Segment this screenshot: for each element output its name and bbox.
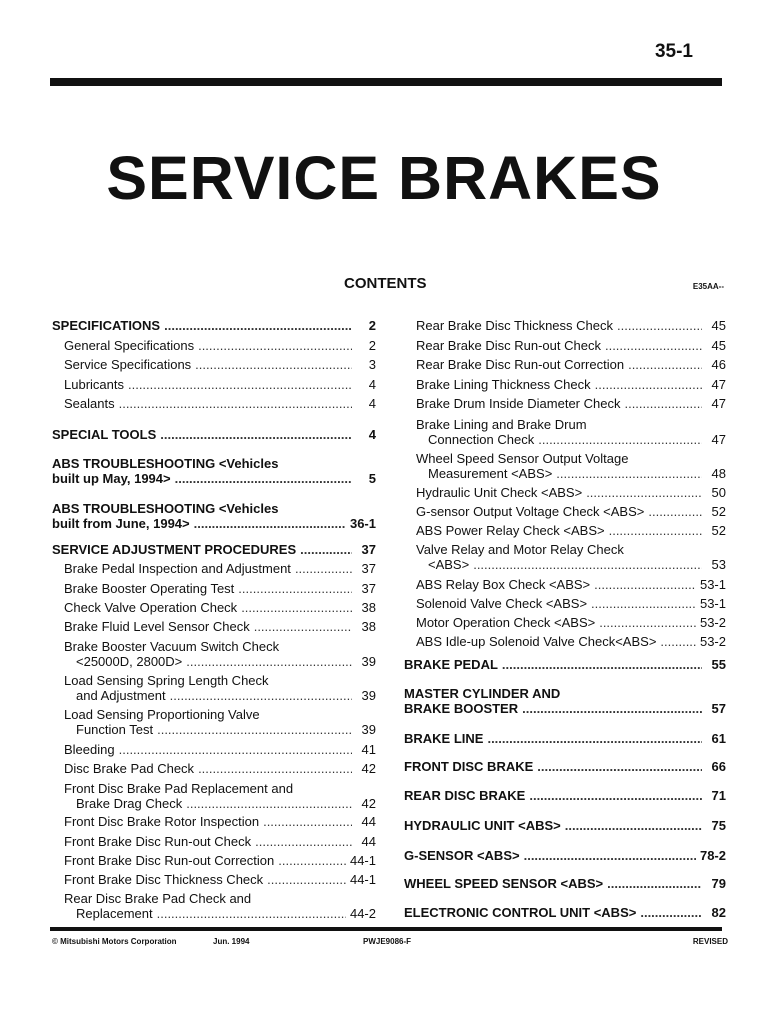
toc-entry-title: Connection Check xyxy=(428,432,535,447)
dot-leader xyxy=(599,615,696,630)
toc-page-number: 42 xyxy=(361,761,376,776)
toc-entry-title: ABS Power Relay Check <ABS> xyxy=(416,523,605,538)
toc-page-number: 61 xyxy=(711,731,726,746)
toc-page-number: 52 xyxy=(711,504,726,519)
toc-entry xyxy=(52,742,376,757)
toc-page-number: 37 xyxy=(361,542,376,557)
toc-entry xyxy=(52,456,376,486)
toc-entry-title: Rear Brake Disc Run-out Check xyxy=(416,338,601,353)
dot-leader xyxy=(487,731,702,746)
toc-entry xyxy=(52,561,376,576)
toc-entry xyxy=(404,759,726,774)
toc-entry-title: Brake Booster Operating Test xyxy=(64,581,235,596)
toc-entry-title: Brake Lining Thickness Check xyxy=(416,377,591,392)
toc-entry xyxy=(52,581,376,596)
dot-leader xyxy=(295,561,352,576)
toc-entry xyxy=(52,318,376,333)
toc-entry xyxy=(52,673,376,703)
toc-entry-title: SERVICE ADJUSTMENT PROCEDURES xyxy=(52,542,297,557)
footer-rule xyxy=(50,927,722,931)
toc-entry xyxy=(52,542,376,557)
toc-entry-title: and Adjustment xyxy=(76,688,166,703)
toc-entry-title-line1: Front Disc Brake Pad Replacement and xyxy=(64,781,294,796)
toc-entry xyxy=(404,338,726,353)
dot-leader xyxy=(591,596,696,611)
toc-entry-title: SPECIFICATIONS xyxy=(52,318,161,333)
dot-leader xyxy=(300,542,352,557)
toc-page-number: 53 xyxy=(711,557,726,572)
toc-page-number: 39 xyxy=(361,722,376,737)
dot-leader xyxy=(164,318,352,333)
toc-page-number: 41 xyxy=(361,742,376,757)
toc-entry xyxy=(52,619,376,634)
dot-leader xyxy=(586,485,702,500)
toc-entry-title: WHEEL SPEED SENSOR <ABS> xyxy=(404,876,604,891)
toc-entry xyxy=(404,417,726,447)
toc-entry xyxy=(404,848,726,863)
toc-entry-title-line1: ABS TROUBLESHOOTING <Vehicles xyxy=(52,456,279,471)
toc-entry-title: built from June, 1994> xyxy=(52,516,190,531)
toc-entry xyxy=(52,377,376,392)
dot-leader xyxy=(186,654,352,669)
toc-entry-title: General Specifications xyxy=(64,338,195,353)
toc-page-number: 47 xyxy=(711,432,726,447)
toc-entry-title-line1: Wheel Speed Sensor Output Voltage xyxy=(416,451,629,466)
toc-page-number: 50 xyxy=(711,485,726,500)
toc-page-number: 38 xyxy=(361,600,376,615)
toc-page-number: 2 xyxy=(368,318,376,333)
toc-entry xyxy=(404,377,726,392)
toc-entry xyxy=(52,853,376,868)
dot-leader xyxy=(537,759,702,774)
toc-page-number: 44 xyxy=(361,834,376,849)
toc-entry-title: Measurement <ABS> xyxy=(428,466,553,481)
toc-page-number: 4 xyxy=(368,396,376,411)
toc-entry-title: Brake Fluid Level Sensor Check xyxy=(64,619,250,634)
toc-page-number: 52 xyxy=(711,523,726,538)
toc-page-number: 39 xyxy=(361,654,376,669)
dot-leader xyxy=(565,818,702,833)
toc-page-number: 44-1 xyxy=(349,853,376,868)
dot-leader xyxy=(522,701,702,716)
toc-entry xyxy=(404,596,726,611)
toc-page-number: 36-1 xyxy=(349,516,376,531)
toc-page-number: 2 xyxy=(368,338,376,353)
toc-entry-title: ELECTRONIC CONTROL UNIT <ABS> xyxy=(404,905,637,920)
toc-page-number: 38 xyxy=(361,619,376,634)
dot-leader xyxy=(198,761,352,776)
toc-entry-title: Disc Brake Pad Check xyxy=(64,761,195,776)
toc-entry xyxy=(404,451,726,481)
toc-entry-title: built up May, 1994> xyxy=(52,471,171,486)
toc-page-number: 71 xyxy=(711,788,726,803)
toc-entry xyxy=(404,657,726,672)
toc-entry-title: Brake Drag Check xyxy=(76,796,183,811)
dot-leader xyxy=(595,377,702,392)
dot-leader xyxy=(157,906,346,921)
toc-entry-title: Brake Pedal Inspection and Adjustment xyxy=(64,561,291,576)
dot-leader xyxy=(119,396,352,411)
toc-page-number: 66 xyxy=(711,759,726,774)
dot-leader xyxy=(263,814,352,829)
toc-entry-title: Service Specifications xyxy=(64,357,192,372)
toc-entry-title: ABS Relay Box Check <ABS> xyxy=(416,577,591,592)
toc-entry xyxy=(404,485,726,500)
dot-leader xyxy=(624,396,702,411)
toc-entry-title-line1: Load Sensing Spring Length Check xyxy=(64,673,269,688)
toc-page-number: 44 xyxy=(361,814,376,829)
footer-status: REVISED xyxy=(692,937,728,946)
section-code: E35AA-- xyxy=(692,282,724,291)
dot-leader xyxy=(160,427,352,442)
toc-entry-title: SPECIAL TOOLS xyxy=(52,427,157,442)
toc-entry-title: Motor Operation Check <ABS> xyxy=(416,615,596,630)
toc-page-number: 53-2 xyxy=(699,615,726,630)
dot-leader xyxy=(267,872,346,887)
toc-page-number: 44-2 xyxy=(349,906,376,921)
dot-leader xyxy=(255,834,352,849)
toc-page-number: 82 xyxy=(711,905,726,920)
toc-page-number: 45 xyxy=(711,338,726,353)
toc-page-number: 78-2 xyxy=(699,848,726,863)
toc-entry-title: Function Test xyxy=(76,722,154,737)
toc-entry-title-line1: ABS TROUBLESHOOTING <Vehicles xyxy=(52,501,279,516)
toc-page-number: 3 xyxy=(368,357,376,372)
toc-page-number: 42 xyxy=(361,796,376,811)
toc-entry-title: <25000D, 2800D> xyxy=(76,654,183,669)
toc-entry-title: Front Brake Disc Thickness Check xyxy=(64,872,264,887)
dot-leader xyxy=(660,634,696,649)
page-title: SERVICE BRAKES xyxy=(106,144,662,212)
toc-page-number: 4 xyxy=(368,427,376,442)
toc-entry-title-line1: MASTER CYLINDER AND xyxy=(404,686,561,701)
dot-leader xyxy=(119,742,352,757)
dot-leader xyxy=(175,471,352,486)
toc-page-number: 37 xyxy=(361,561,376,576)
toc-page-number: 53-2 xyxy=(699,634,726,649)
toc-entry xyxy=(52,338,376,353)
dot-leader xyxy=(538,432,702,447)
dot-leader xyxy=(278,853,346,868)
footer-copyright: © Mitsubishi Motors Corporation xyxy=(52,937,177,946)
toc-entry-title-line1: Rear Disc Brake Pad Check and xyxy=(64,891,252,906)
toc-entry-title: Hydraulic Unit Check <ABS> xyxy=(416,485,583,500)
dot-leader xyxy=(254,619,352,634)
toc-entry-title: Sealants xyxy=(64,396,115,411)
footer-doc-code: PWJE9086-F xyxy=(363,937,412,946)
toc-entry-title-line1: Valve Relay and Motor Relay Check xyxy=(416,542,624,557)
toc-entry-title-line1: Load Sensing Proportioning Valve xyxy=(64,707,260,722)
dot-leader xyxy=(198,338,352,353)
toc-entry-title: Lubricants xyxy=(64,377,124,392)
toc-entry xyxy=(52,891,376,921)
dot-leader xyxy=(594,577,696,592)
toc-page-number: 55 xyxy=(711,657,726,672)
toc-entry-title: Brake Drum Inside Diameter Check xyxy=(416,396,621,411)
toc-entry-title: BRAKE PEDAL xyxy=(404,657,498,672)
dot-leader xyxy=(607,876,702,891)
toc-page-number: 45 xyxy=(711,318,726,333)
toc-entry-title: Rear Brake Disc Thickness Check xyxy=(416,318,613,333)
dot-leader xyxy=(529,788,702,803)
toc-entry xyxy=(52,872,376,887)
footer-date: Jun. 1994 xyxy=(213,937,250,946)
toc-entry-title: FRONT DISC BRAKE xyxy=(404,759,534,774)
dot-leader xyxy=(524,848,696,863)
dot-leader xyxy=(170,688,352,703)
toc-entry-title: Front Brake Disc Run-out Correction xyxy=(64,853,275,868)
header-rule xyxy=(50,78,722,86)
toc-entry xyxy=(404,357,726,372)
toc-entry xyxy=(404,523,726,538)
toc-entry-title-line1: Brake Lining and Brake Drum xyxy=(416,417,587,432)
toc-page-number: 39 xyxy=(361,688,376,703)
toc-entry xyxy=(52,834,376,849)
toc-entry xyxy=(52,761,376,776)
toc-entry xyxy=(404,504,726,519)
toc-entry-title-line1: Brake Booster Vacuum Switch Check xyxy=(64,639,280,654)
dot-leader xyxy=(556,466,702,481)
toc-page-number: 75 xyxy=(711,818,726,833)
toc-entry-title: BRAKE BOOSTER xyxy=(404,701,519,716)
toc-entry-title: G-sensor Output Voltage Check <ABS> xyxy=(416,504,645,519)
toc-entry xyxy=(404,731,726,746)
toc-entry xyxy=(52,357,376,372)
toc-page-number: 4 xyxy=(368,377,376,392)
toc-entry-title: Solenoid Valve Check <ABS> xyxy=(416,596,588,611)
dot-leader xyxy=(128,377,352,392)
toc-entry xyxy=(404,876,726,891)
toc-entry-title: ABS Idle-up Solenoid Valve Check<ABS> xyxy=(416,634,657,649)
toc-entry-title: BRAKE LINE xyxy=(404,731,484,746)
dot-leader xyxy=(238,581,352,596)
dot-leader xyxy=(609,523,702,538)
toc-entry-title: Front Disc Brake Rotor Inspection xyxy=(64,814,260,829)
dot-leader xyxy=(628,357,702,372)
toc-page-number: 47 xyxy=(711,396,726,411)
toc-entry-title: <ABS> xyxy=(428,557,470,572)
toc-entry xyxy=(52,707,376,737)
toc-entry xyxy=(404,634,726,649)
toc-entry xyxy=(52,427,376,442)
toc-entry-title: Check Valve Operation Check xyxy=(64,600,238,615)
toc-entry-title: G-SENSOR <ABS> xyxy=(404,848,520,863)
toc-page-number: 5 xyxy=(368,471,376,486)
toc-page-number: 53-1 xyxy=(699,577,726,592)
toc-entry xyxy=(404,818,726,833)
toc-entry-title: Replacement xyxy=(76,906,153,921)
toc-entry-title: Bleeding xyxy=(64,742,115,757)
toc-entry xyxy=(52,639,376,669)
page-number: 35-1 xyxy=(654,41,693,62)
toc-page-number: 37 xyxy=(361,581,376,596)
dot-leader xyxy=(194,516,346,531)
toc-entry xyxy=(404,396,726,411)
toc-page-number: 48 xyxy=(711,466,726,481)
contents-heading: CONTENTS xyxy=(344,275,427,292)
toc-page-number: 46 xyxy=(711,357,726,372)
dot-leader xyxy=(605,338,702,353)
toc-entry-title: HYDRAULIC UNIT <ABS> xyxy=(404,818,561,833)
toc-entry-title: REAR DISC BRAKE xyxy=(404,788,526,803)
toc-entry xyxy=(52,396,376,411)
toc-entry xyxy=(404,686,726,716)
dot-leader xyxy=(617,318,702,333)
toc-entry xyxy=(404,615,726,630)
toc-page-number: 44-1 xyxy=(349,872,376,887)
toc-entry xyxy=(404,905,726,920)
toc-entry xyxy=(52,600,376,615)
dot-leader xyxy=(648,504,702,519)
toc-entry xyxy=(404,788,726,803)
dot-leader xyxy=(157,722,352,737)
toc-page-number: 79 xyxy=(711,876,726,891)
toc-entry xyxy=(404,318,726,333)
toc-page-number: 53-1 xyxy=(699,596,726,611)
toc-entry xyxy=(52,814,376,829)
toc-page-number: 57 xyxy=(711,701,726,716)
dot-leader xyxy=(640,905,702,920)
toc-entry-title: Front Brake Disc Run-out Check xyxy=(64,834,252,849)
toc-page-number: 47 xyxy=(711,377,726,392)
dot-leader xyxy=(241,600,352,615)
dot-leader xyxy=(186,796,352,811)
toc-entry xyxy=(404,542,726,572)
toc-entry xyxy=(404,577,726,592)
toc-entry xyxy=(52,501,376,531)
dot-leader xyxy=(195,357,352,372)
dot-leader xyxy=(473,557,702,572)
toc-entry xyxy=(52,781,376,811)
toc-entry-title: Rear Brake Disc Run-out Correction xyxy=(416,357,625,372)
dot-leader xyxy=(502,657,702,672)
